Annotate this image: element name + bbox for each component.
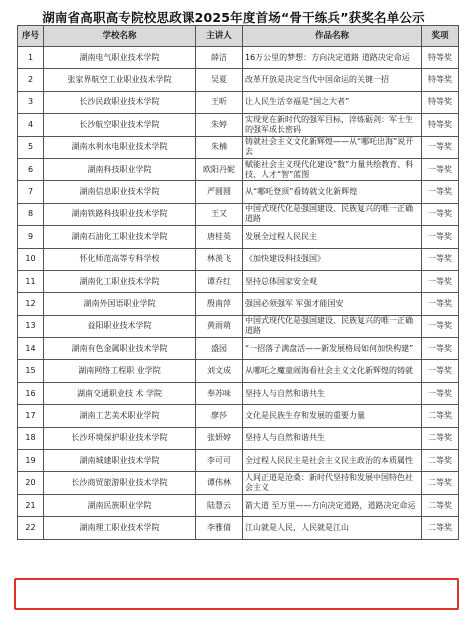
award-table	[17, 25, 459, 540]
cell-speaker: 王又	[196, 203, 243, 225]
cell-work: 坚持人与自然和谐共生	[243, 427, 422, 449]
cell-school: 怀化师范高等专科学校	[44, 248, 196, 270]
cell-school: 长沙商贸旅游职业技术学院	[44, 472, 196, 494]
cell-no: 5	[18, 136, 44, 158]
cell-award: 一等奖	[422, 338, 459, 360]
cell-no: 6	[18, 158, 44, 180]
cell-school: 长沙航空职业技术学院	[44, 114, 196, 136]
cell-award: 一等奖	[422, 382, 459, 404]
cell-work: 《加快建设科技强国》	[243, 248, 422, 270]
page-title: 湖南省高职高专院校思政课2025年度首场“骨干练兵”获奖名单公示	[42, 10, 425, 25]
cell-school: 湖南化工职业技术学院	[44, 270, 196, 292]
cell-speaker: 薛洁	[196, 47, 243, 69]
cell-work: 坚持总体国家安全观	[243, 270, 422, 292]
table-row	[18, 181, 459, 203]
cell-school: 湖南铁路科技职业技术学院	[44, 203, 196, 225]
cell-award: 一等奖	[422, 293, 459, 315]
table-row	[18, 248, 459, 270]
table-row	[18, 270, 459, 292]
cell-award: 一等奖	[422, 203, 459, 225]
cell-speaker: 谭乔红	[196, 270, 243, 292]
table-row	[18, 293, 459, 315]
cell-speaker: 严圆圆	[196, 181, 243, 203]
cell-speaker: 谭伟林	[196, 472, 243, 494]
table-row	[18, 47, 459, 69]
cell-work: 从哪吒之魔童闹海看社会主义文化新辉煌的铸就	[243, 360, 422, 382]
cell-award: 二等奖	[422, 517, 459, 539]
cell-work: 人间正道是沧桑：新时代坚持和发展中国特色社会主义	[243, 472, 422, 494]
table-header-row	[18, 26, 459, 47]
cell-award: 一等奖	[422, 360, 459, 382]
cell-school: 湖南水利水电职业技术学院	[44, 136, 196, 158]
cell-school: 湖南石油化工职业技术学院	[44, 226, 196, 248]
cell-school: 湖南科技职业学院	[44, 158, 196, 180]
cell-award: 一等奖	[422, 158, 459, 180]
header-award: 奖项	[422, 26, 459, 47]
cell-no: 19	[18, 450, 44, 472]
header-school: 学校名称	[44, 26, 196, 47]
table-row	[18, 158, 459, 180]
cell-school: 湖南网络工程职 业学院	[44, 360, 196, 382]
cell-award: 特等奖	[422, 47, 459, 69]
cell-school: 湖南工艺美术职业学院	[44, 405, 196, 427]
cell-award: 一等奖	[422, 181, 459, 203]
cell-work: 坚持人与自然和谐共生	[243, 382, 422, 404]
cell-award: 特等奖	[422, 69, 459, 91]
cell-no: 15	[18, 360, 44, 382]
cell-speaker: 奉苏味	[196, 382, 243, 404]
cell-no: 17	[18, 405, 44, 427]
cell-speaker: 吴夏	[196, 69, 243, 91]
cell-school: 益阳职业技术学院	[44, 315, 196, 337]
cell-work: 强国必须强军 军强才能国安	[243, 293, 422, 315]
table-row	[18, 226, 459, 248]
cell-award: 特等奖	[422, 114, 459, 136]
cell-award: 特等奖	[422, 91, 459, 113]
cell-no: 18	[18, 427, 44, 449]
table-row	[18, 203, 459, 225]
cell-school: 湖南交通职业技 术 学院	[44, 382, 196, 404]
table-row	[18, 405, 459, 427]
cell-school: 湖南有色金属职业技术学院	[44, 338, 196, 360]
cell-work: 箭大道 至万里——方向决定道路，道路决定命运	[243, 494, 422, 516]
cell-no: 2	[18, 69, 44, 91]
cell-school: 湖南外国语职业学院	[44, 293, 196, 315]
cell-award: 一等奖	[422, 136, 459, 158]
table-row	[18, 91, 459, 113]
cell-no: 20	[18, 472, 44, 494]
cell-no: 1	[18, 47, 44, 69]
cell-work: “一招落子满盘活——新发展格局如何加快构建”	[243, 338, 422, 360]
cell-speaker: 刘文成	[196, 360, 243, 382]
cell-school: 湖南理工职业技术学院	[44, 517, 196, 539]
cell-speaker: 李可可	[196, 450, 243, 472]
cell-school: 湖南电气职业技术学院	[44, 47, 196, 69]
cell-work: 中国式现代化是强国建设、民族复兴的唯一正确道路	[243, 315, 422, 337]
header-no: 序号	[18, 26, 44, 47]
cell-work: 让人民生活幸福是“国之大者”	[243, 91, 422, 113]
cell-work: 实现党在新时代的强军目标，淬炼砺剑：军士生的强军成长密码	[243, 114, 422, 136]
cell-speaker: 盛园	[196, 338, 243, 360]
cell-no: 4	[18, 114, 44, 136]
cell-speaker: 王昕	[196, 91, 243, 113]
cell-speaker: 唐桂英	[196, 226, 243, 248]
cell-work: 铸就社会主义文化新辉煌——从“哪吒出海”说开去	[243, 136, 422, 158]
table-row	[18, 450, 459, 472]
cell-speaker: 林羡飞	[196, 248, 243, 270]
cell-no: 14	[18, 338, 44, 360]
cell-work: 文化是民族生存和发展的重要力量	[243, 405, 422, 427]
cell-speaker: 黄雨萌	[196, 315, 243, 337]
cell-award: 一等奖	[422, 248, 459, 270]
cell-no: 9	[18, 226, 44, 248]
table-row	[18, 472, 459, 494]
cell-no: 7	[18, 181, 44, 203]
cell-speaker: 张妍婷	[196, 427, 243, 449]
table-row	[18, 338, 459, 360]
cell-school: 湖南信息职业技术学院	[44, 181, 196, 203]
table-row	[18, 136, 459, 158]
cell-work: 16万公里的梦想：方向决定道路 道路决定命运	[243, 47, 422, 69]
cell-work: 从“哪吒登顶”看铸就文化新辉煌	[243, 181, 422, 203]
table-row	[18, 382, 459, 404]
cell-award: 一等奖	[422, 226, 459, 248]
cell-speaker: 朱婷	[196, 114, 243, 136]
cell-speaker: 陆慧云	[196, 494, 243, 516]
cell-work: 全过程人民民主是社会主义民主政治的本质属性	[243, 450, 422, 472]
cell-speaker: 欧阳丹妮	[196, 158, 243, 180]
cell-award: 二等奖	[422, 494, 459, 516]
cell-speaker: 李雅倩	[196, 517, 243, 539]
cell-school: 湖南城建职业技术学院	[44, 450, 196, 472]
cell-work: 发展全过程人民民主	[243, 226, 422, 248]
cell-school: 长沙环境保护职业技术学院	[44, 427, 196, 449]
cell-award: 二等奖	[422, 472, 459, 494]
table-row	[18, 114, 459, 136]
highlight-box	[14, 578, 459, 610]
table-row	[18, 360, 459, 382]
header-work: 作品名称	[243, 26, 422, 47]
table-row	[18, 69, 459, 91]
cell-award: 二等奖	[422, 427, 459, 449]
cell-no: 22	[18, 517, 44, 539]
cell-work: 江山就是人民，人民就是江山	[243, 517, 422, 539]
cell-no: 11	[18, 270, 44, 292]
cell-speaker: 朱楠	[196, 136, 243, 158]
cell-award: 一等奖	[422, 270, 459, 292]
cell-award: 一等奖	[422, 315, 459, 337]
table-row	[18, 315, 459, 337]
cell-work: 赋能社会主义现代化建设“数”力量共绘教育、科技、人才“智”蓝图	[243, 158, 422, 180]
cell-award: 二等奖	[422, 450, 459, 472]
table-row	[18, 494, 459, 516]
cell-school: 张家界航空工业职业技术学院	[44, 69, 196, 91]
header-speaker: 主讲人	[196, 26, 243, 47]
cell-no: 12	[18, 293, 44, 315]
table-row	[18, 427, 459, 449]
cell-no: 16	[18, 382, 44, 404]
cell-award: 二等奖	[422, 405, 459, 427]
cell-no: 3	[18, 91, 44, 113]
cell-no: 13	[18, 315, 44, 337]
cell-no: 21	[18, 494, 44, 516]
cell-school: 长沙民政职业技术学院	[44, 91, 196, 113]
table-row	[18, 517, 459, 539]
cell-no: 10	[18, 248, 44, 270]
cell-work: 改革开放是决定当代中国命运的关键一招	[243, 69, 422, 91]
cell-work: 中国式现代化是强国建设、民族复兴的唯一正确道路	[243, 203, 422, 225]
cell-school: 湖南民族职业学院	[44, 494, 196, 516]
cell-speaker: 廖莎	[196, 405, 243, 427]
cell-no: 8	[18, 203, 44, 225]
cell-speaker: 殷南萍	[196, 293, 243, 315]
